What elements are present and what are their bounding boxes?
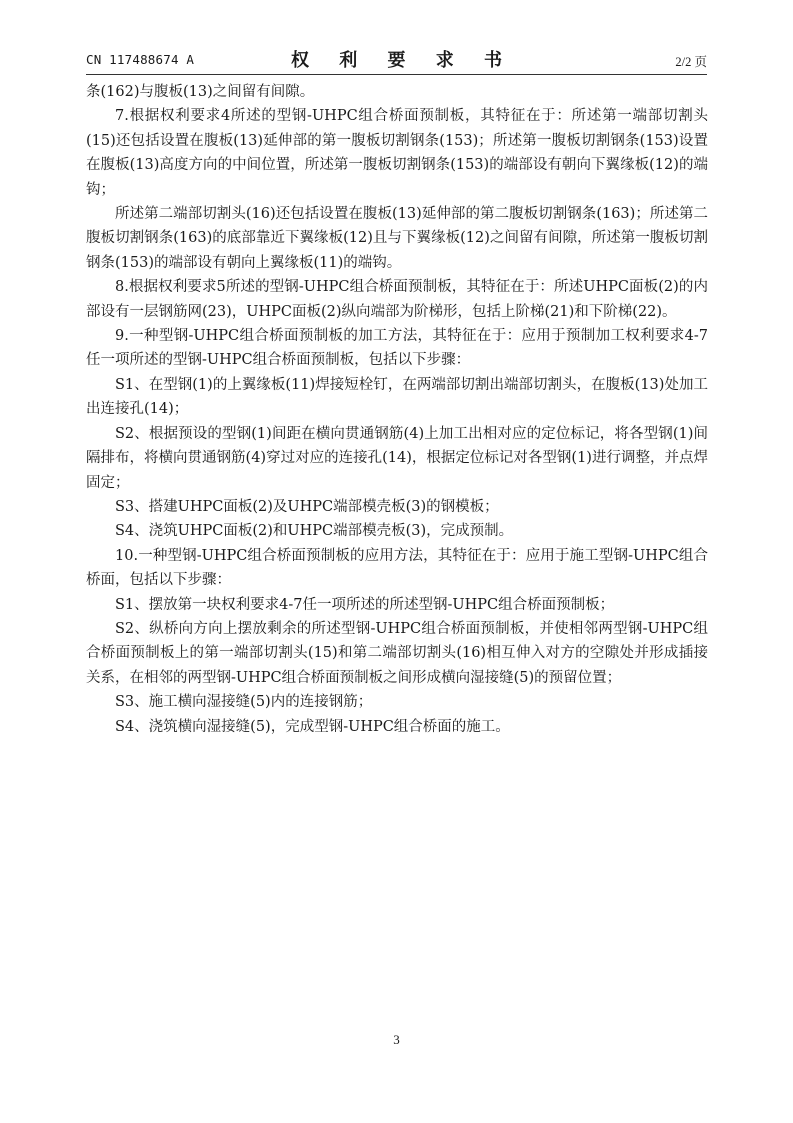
claim-paragraph: 8.根据权利要求5所述的型钢-UHPC组合桥面预制板，其特征在于：所述UHPC面板(2)的内部设有一层钢筋网(23)，UHPC面板(2)纵向端部为阶梯形，包括上阶梯(21)和下阶梯(22)。 xyxy=(86,279,708,320)
claim-step: S3、搭建UHPC面板(2)及UHPC端部模壳板(3)的钢模板； xyxy=(115,498,499,515)
page-header xyxy=(86,46,707,72)
claim-step: S2、纵桥向方向上摆放剩余的所述型钢-UHPC组合桥面预制板，并使相邻两型钢-UHPC组合桥面预制板上的第一端部切割头(15)和第二端部切割头(16)相互伸入对方的空隙处并形成插接关系，在相邻的两型钢-UHPC组合桥面预制板之间形成横向湿接缝(5)的预留位置； xyxy=(86,620,708,686)
claim-step: S4、浇筑横向湿接缝(5)，完成型钢-UHPC组合桥面的施工。 xyxy=(115,718,510,735)
header-divider xyxy=(86,74,707,75)
document-title: 权 利 要 求 书 xyxy=(290,50,515,71)
claim-paragraph: 9.一种型钢-UHPC组合桥面预制板的加工方法，其特征在于：应用于预制加工权利要求4-7任一项所述的型钢-UHPC组合桥面预制板，包括以下步骤： xyxy=(86,328,708,369)
claim-step: S1、摆放第一块权利要求4-7任一项所述的所述型钢-UHPC组合桥面预制板； xyxy=(115,596,615,613)
claim-paragraph: 条(162)与腹板(13)之间留有间隙。 xyxy=(86,84,315,100)
claim-paragraph: 10.一种型钢-UHPC组合桥面预制板的应用方法，其特征在于：应用于施工型钢-UHPC组合桥面，包括以下步骤： xyxy=(86,547,708,589)
claim-step: S2、根据预设的型钢(1)间距在横向贯通钢筋(4)上加工出相对应的定位标记，将各型钢(1)间隔排布，将横向贯通钢筋(4)穿过对应的连接孔(14)，根据定位标记对各型钢(1)进行调整，并点焊固定； xyxy=(86,425,708,491)
claim-step: S4、浇筑UHPC面板(2)和UHPC端部模壳板(3)，完成预制。 xyxy=(115,523,514,540)
claim-paragraph: 所述第二端部切割头(16)还包括设置在腹板(13)延伸部的第二腹板切割钢条(163)；所述第二腹板切割钢条(163)的底部靠近下翼缘板(12)且与下翼缘板(12)之间留有间隙，所述第一腹板切割钢条(153)的端部设有朝向上翼缘板(11)的端钩。 xyxy=(86,206,708,271)
page-number: 3 xyxy=(393,1032,400,1047)
page-info: 2/2 页 xyxy=(675,55,707,69)
claim-step: S1、在型钢(1)的上翼缘板(11)焊接短栓钉，在两端部切割出端部切割头，在腹板(13)处加工出连接孔(14)； xyxy=(86,376,708,418)
publication-number: CN 117488674 A xyxy=(86,52,195,67)
claims-body xyxy=(86,80,708,739)
claim-paragraph: 7.根据权利要求4所述的型钢-UHPC组合桥面预制板，其特征在于：所述第一端部切割头(15)还包括设置在腹板(13)延伸部的第一腹板切割钢条(153)；所述第一腹板切割钢条(153)设置在腹板(13)高度方向的中间位置，所述第一腹板切割钢条(153)的端部设有朝向下翼缘板(12)的端钩； xyxy=(86,108,708,198)
claim-step: S3、施工横向湿接缝(5)内的连接钢筋； xyxy=(115,694,373,711)
